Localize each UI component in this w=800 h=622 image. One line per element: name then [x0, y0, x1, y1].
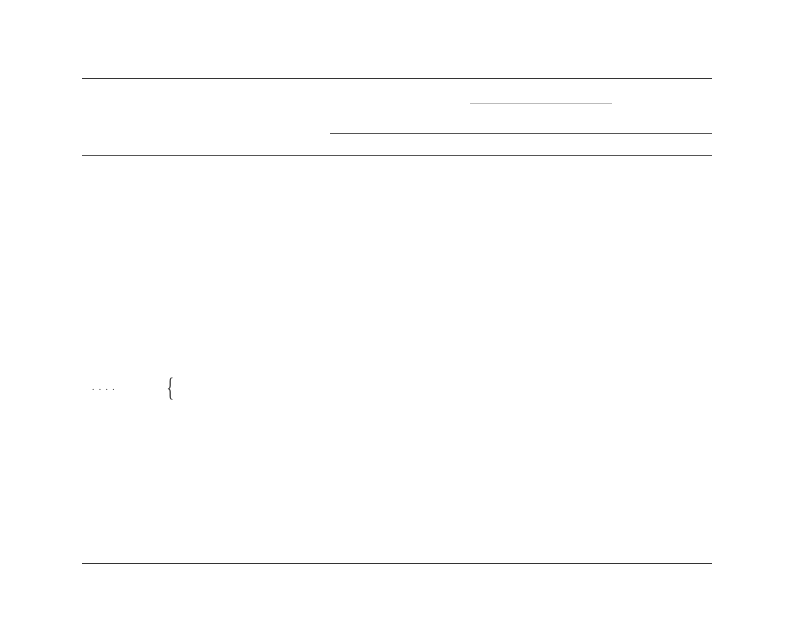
statistics-table: [82, 78, 712, 564]
bronchite-label: . . . .: [92, 383, 116, 393]
header-divider: [330, 133, 712, 134]
header-bottom-line: [82, 155, 712, 156]
brace: {: [166, 373, 174, 402]
sortis-underline: [470, 103, 612, 104]
rapatries-header: [540, 111, 570, 123]
